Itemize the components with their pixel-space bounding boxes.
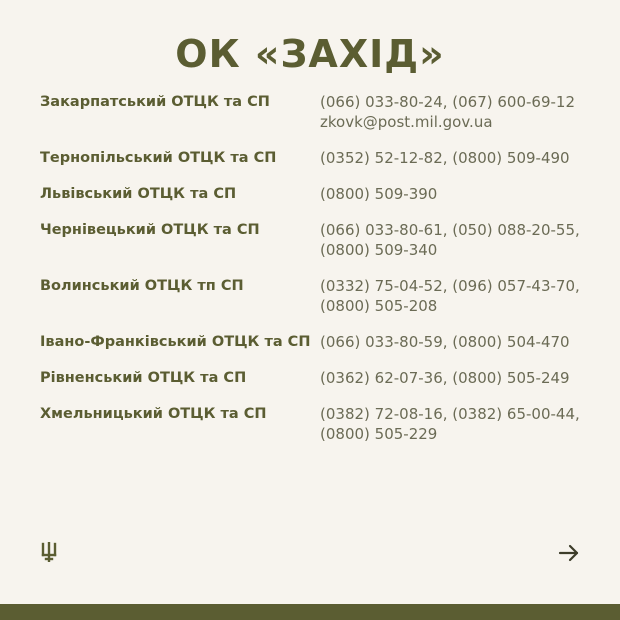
trident-icon: [40, 542, 58, 562]
list-item: [40, 332, 600, 352]
phone-line: (0382) 72-08-16, (0382) 65-00-44,: [320, 405, 580, 423]
contacts-list: [40, 92, 600, 460]
org-name: Чернівецький ОТЦК та СП: [40, 222, 260, 238]
list-item: [40, 368, 600, 388]
org-name: Івано-Франківський ОТЦК та СП: [40, 334, 311, 350]
org-name: Закарпатський ОТЦК та СП: [40, 94, 270, 110]
list-item: [40, 220, 600, 260]
footer-bar: [0, 604, 620, 620]
arrow-right-icon[interactable]: [558, 544, 580, 562]
list-item: [40, 148, 600, 168]
org-name: Волинський ОТЦК тп СП: [40, 278, 244, 294]
contact-info: [320, 276, 600, 316]
contact-info: [320, 148, 600, 168]
phone-line: (0800) 505-208: [320, 297, 438, 315]
list-item: [40, 276, 600, 316]
email-line: zkovk@post.mil.gov.ua: [320, 113, 493, 131]
phone-line: (066) 033-80-61, (050) 088-20-55,: [320, 221, 580, 239]
phone-line: (0800) 509-390: [320, 185, 438, 203]
org-name: Хмельницький ОТЦК та СП: [40, 406, 267, 422]
list-item: [40, 184, 600, 204]
contact-info: [320, 220, 600, 260]
phone-line: (0332) 75-04-52, (096) 057-43-70,: [320, 277, 580, 295]
contact-info: [320, 184, 600, 204]
list-item: [40, 404, 600, 444]
page-title: ОК «ЗАХІД»: [175, 32, 445, 76]
phone-line: (0362) 62-07-36, (0800) 505-249: [320, 369, 570, 387]
phone-line: (0800) 509-340: [320, 241, 438, 259]
contact-info: [320, 368, 600, 388]
org-name: Тернопільський ОТЦК та СП: [40, 150, 277, 166]
phone-line: (066) 033-80-59, (0800) 504-470: [320, 333, 570, 351]
org-name: Рівненський ОТЦК та СП: [40, 370, 247, 386]
phone-line: (066) 033-80-24, (067) 600-69-12: [320, 93, 575, 111]
contact-info: [320, 92, 600, 132]
list-item: [40, 92, 600, 132]
org-name: Львівський ОТЦК та СП: [40, 186, 237, 202]
contact-info: [320, 404, 600, 444]
phone-line: (0352) 52-12-82, (0800) 509-490: [320, 149, 570, 167]
phone-line: (0800) 505-229: [320, 425, 438, 443]
contact-info: [320, 332, 600, 352]
